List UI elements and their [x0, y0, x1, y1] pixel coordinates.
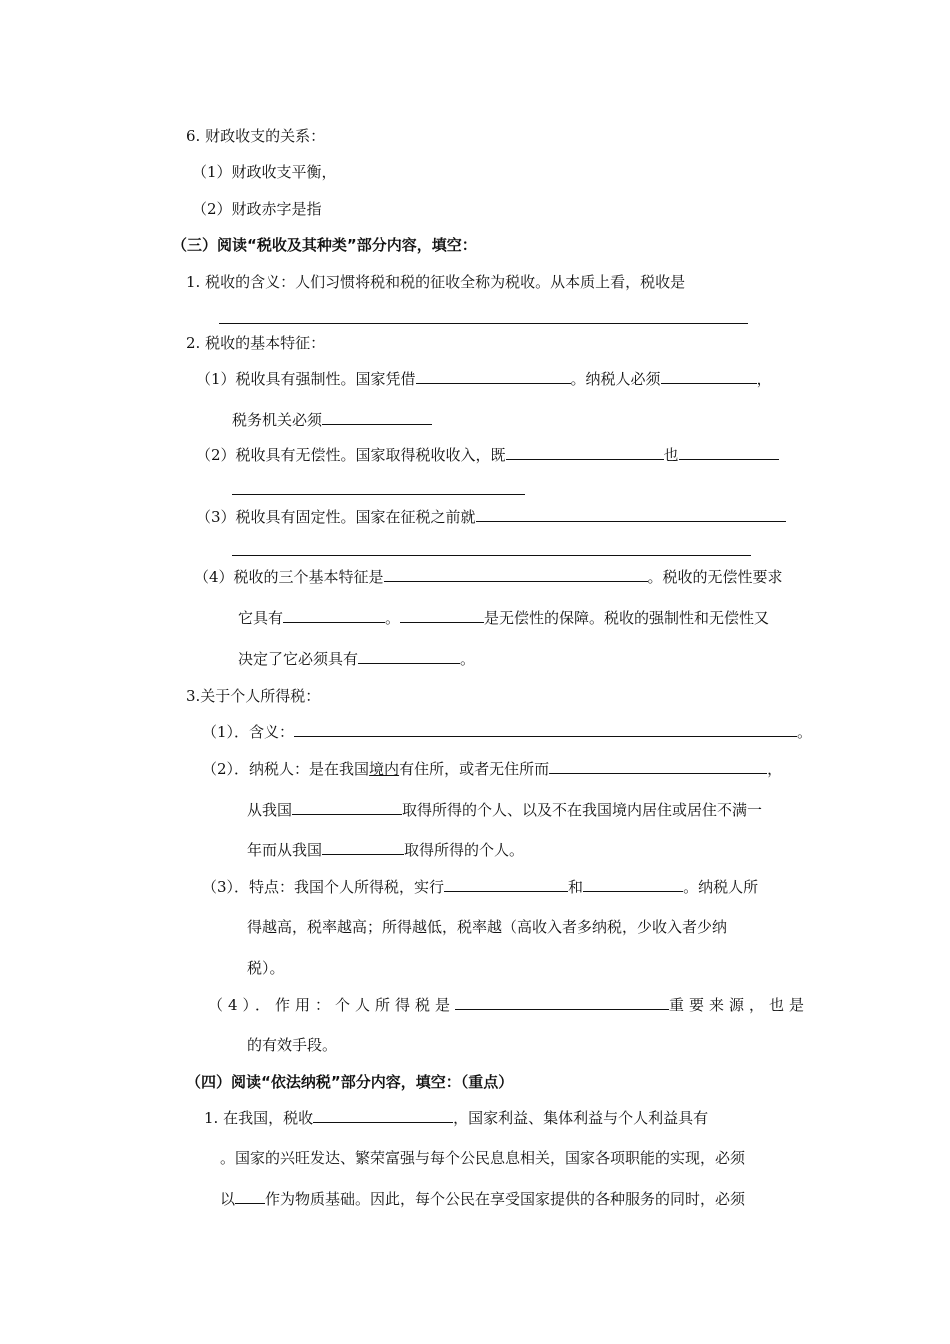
- lawful-tax-text-3: 以: [220, 1190, 236, 1208]
- income-taxpayer-cont-2: [247, 840, 524, 860]
- feature-fixed: [196, 507, 786, 527]
- lawful-tax-cont: 。国家的兴旺发达、繁荣富强与每个公民息息相关，国家各项职能的实现，必须: [220, 1149, 746, 1167]
- blank-taxpayer-1[interactable]: [549, 759, 767, 774]
- item-6-1: （1）财政收支平衡，: [192, 163, 337, 181]
- blank-summary-4[interactable]: [358, 649, 460, 664]
- income-taxpayer-text-2: 有住所，或者无住所而: [399, 760, 550, 778]
- income-features-text-2: 和: [568, 878, 584, 896]
- feature-summary-text-4: 。: [385, 609, 401, 627]
- feature-compulsory: [196, 369, 772, 389]
- blank-features-1[interactable]: [444, 877, 568, 892]
- lawful-tax-text-2: ，国家利益、集体利益与个人利益具有: [453, 1109, 709, 1127]
- blank-taxpayer-3[interactable]: [322, 840, 404, 855]
- income-features-cont-2: 税）。: [247, 959, 285, 977]
- feature-compulsory-cont: [232, 410, 432, 430]
- blank-role-1[interactable]: [455, 995, 669, 1010]
- blank-summary-1[interactable]: [384, 567, 648, 582]
- blank-features-2[interactable]: [583, 877, 683, 892]
- item-6-heading: 6. 财政收支的关系：: [186, 127, 326, 145]
- income-taxpayer-underlined: 境内: [369, 760, 400, 778]
- income-tax-definition-text: （1）．含义：: [202, 723, 295, 741]
- blank-summary-2[interactable]: [283, 608, 385, 623]
- blank-income-definition[interactable]: [294, 722, 797, 737]
- blank-lawful-1[interactable]: [313, 1108, 453, 1123]
- income-taxpayer-text: （2）．纳税人：是在我国: [202, 760, 370, 778]
- comma: ，: [756, 370, 772, 388]
- feature-compulsory-text: （1）税收具有强制性。国家凭借: [196, 370, 416, 388]
- feature-compulsory-text-2: 。纳税人必须: [570, 370, 661, 388]
- feature-summary-text-7: 。: [460, 650, 476, 668]
- income-taxpayer-text-6: 取得所得的个人。: [404, 841, 525, 859]
- feature-summary-text-5: 是无偿性的保障。税收的强制性和无偿性又: [484, 609, 770, 627]
- blank-gratuitous-3[interactable]: [232, 494, 525, 495]
- feature-summary-cont: [238, 608, 769, 628]
- income-role-text: （4）．作用：个人所得税是: [208, 996, 456, 1014]
- income-taxpayer: [202, 759, 782, 779]
- lawful-tax-text: 1. 在我国，税收: [204, 1109, 314, 1127]
- lawful-tax-cont-2: [220, 1189, 745, 1209]
- blank-lawful-2[interactable]: [235, 1189, 265, 1204]
- section-4-heading: （四）阅读“依法纳税”部分内容，填空：（重点）: [186, 1073, 514, 1091]
- item-6-2: （2）财政赤字是指: [192, 200, 322, 218]
- lawful-tax-item-1: [204, 1108, 708, 1128]
- income-taxpayer-text-5: 年而从我国: [247, 841, 323, 859]
- feature-summary-text: （4）税收的三个基本特征是: [194, 568, 384, 586]
- income-role-text-2: 重要来源，也是: [669, 996, 810, 1014]
- tax-features-heading: 2. 税收的基本特征：: [186, 334, 326, 352]
- blank-gratuitous-1[interactable]: [506, 445, 664, 460]
- section-3-heading: （三）阅读“税收及其种类”部分内容，填空：: [172, 236, 477, 254]
- income-role-cont: 的有效手段。: [247, 1036, 338, 1054]
- blank-compulsory-1[interactable]: [416, 369, 571, 384]
- income-features-cont: 得越高，税率越高；所得越低，税率越（高收入者多纳税，少收入者少纳: [247, 918, 728, 936]
- blank-fixed-1[interactable]: [476, 507, 786, 522]
- blank-summary-3[interactable]: [400, 608, 484, 623]
- income-taxpayer-text-3: 从我国: [247, 801, 293, 819]
- comma-2: ，: [767, 760, 783, 778]
- feature-summary-text-3: 它具有: [238, 609, 284, 627]
- feature-summary-text-6: 决定了它必须具有: [238, 650, 359, 668]
- income-tax-definition: [202, 722, 812, 742]
- blank-tax-definition[interactable]: [219, 323, 748, 324]
- tax-definition: 1. 税收的含义：人们习惯将税和税的征收全称为税收。从本质上看，税收是: [186, 273, 686, 291]
- blank-compulsory-3[interactable]: [322, 410, 432, 425]
- blank-fixed-2[interactable]: [232, 555, 751, 556]
- feature-summary-text-2: 。税收的无偿性要求: [647, 568, 783, 586]
- feature-fixed-text: （3）税收具有固定性。国家在征税之前就: [196, 508, 476, 526]
- income-tax-heading: 3.关于个人所得税：: [186, 687, 321, 705]
- income-features-text-3: 。纳税人所: [683, 878, 759, 896]
- income-taxpayer-text-4: 取得所得的个人、以及不在我国境内居住或居住不满一: [402, 801, 763, 819]
- feature-gratuitous-text-2: 也: [663, 446, 679, 464]
- period: 。: [797, 723, 813, 741]
- blank-taxpayer-2[interactable]: [292, 800, 402, 815]
- feature-summary: [194, 567, 783, 587]
- feature-summary-cont-2: [238, 649, 475, 669]
- feature-gratuitous-text: （2）税收具有无偿性。国家取得税收收入，既: [196, 446, 506, 464]
- income-taxpayer-cont: [247, 800, 762, 820]
- lawful-tax-text-4: 作为物质基础。因此，每个公民在享受国家提供的各种服务的同时，必须: [265, 1190, 746, 1208]
- income-features-text: （3）．特点：我国个人所得税，实行: [202, 878, 445, 896]
- blank-compulsory-2[interactable]: [661, 369, 757, 384]
- income-features: [202, 877, 758, 897]
- feature-gratuitous: [196, 445, 779, 465]
- feature-compulsory-text-3: 税务机关必须: [232, 411, 323, 429]
- blank-gratuitous-2[interactable]: [679, 445, 779, 460]
- income-role: [208, 995, 809, 1015]
